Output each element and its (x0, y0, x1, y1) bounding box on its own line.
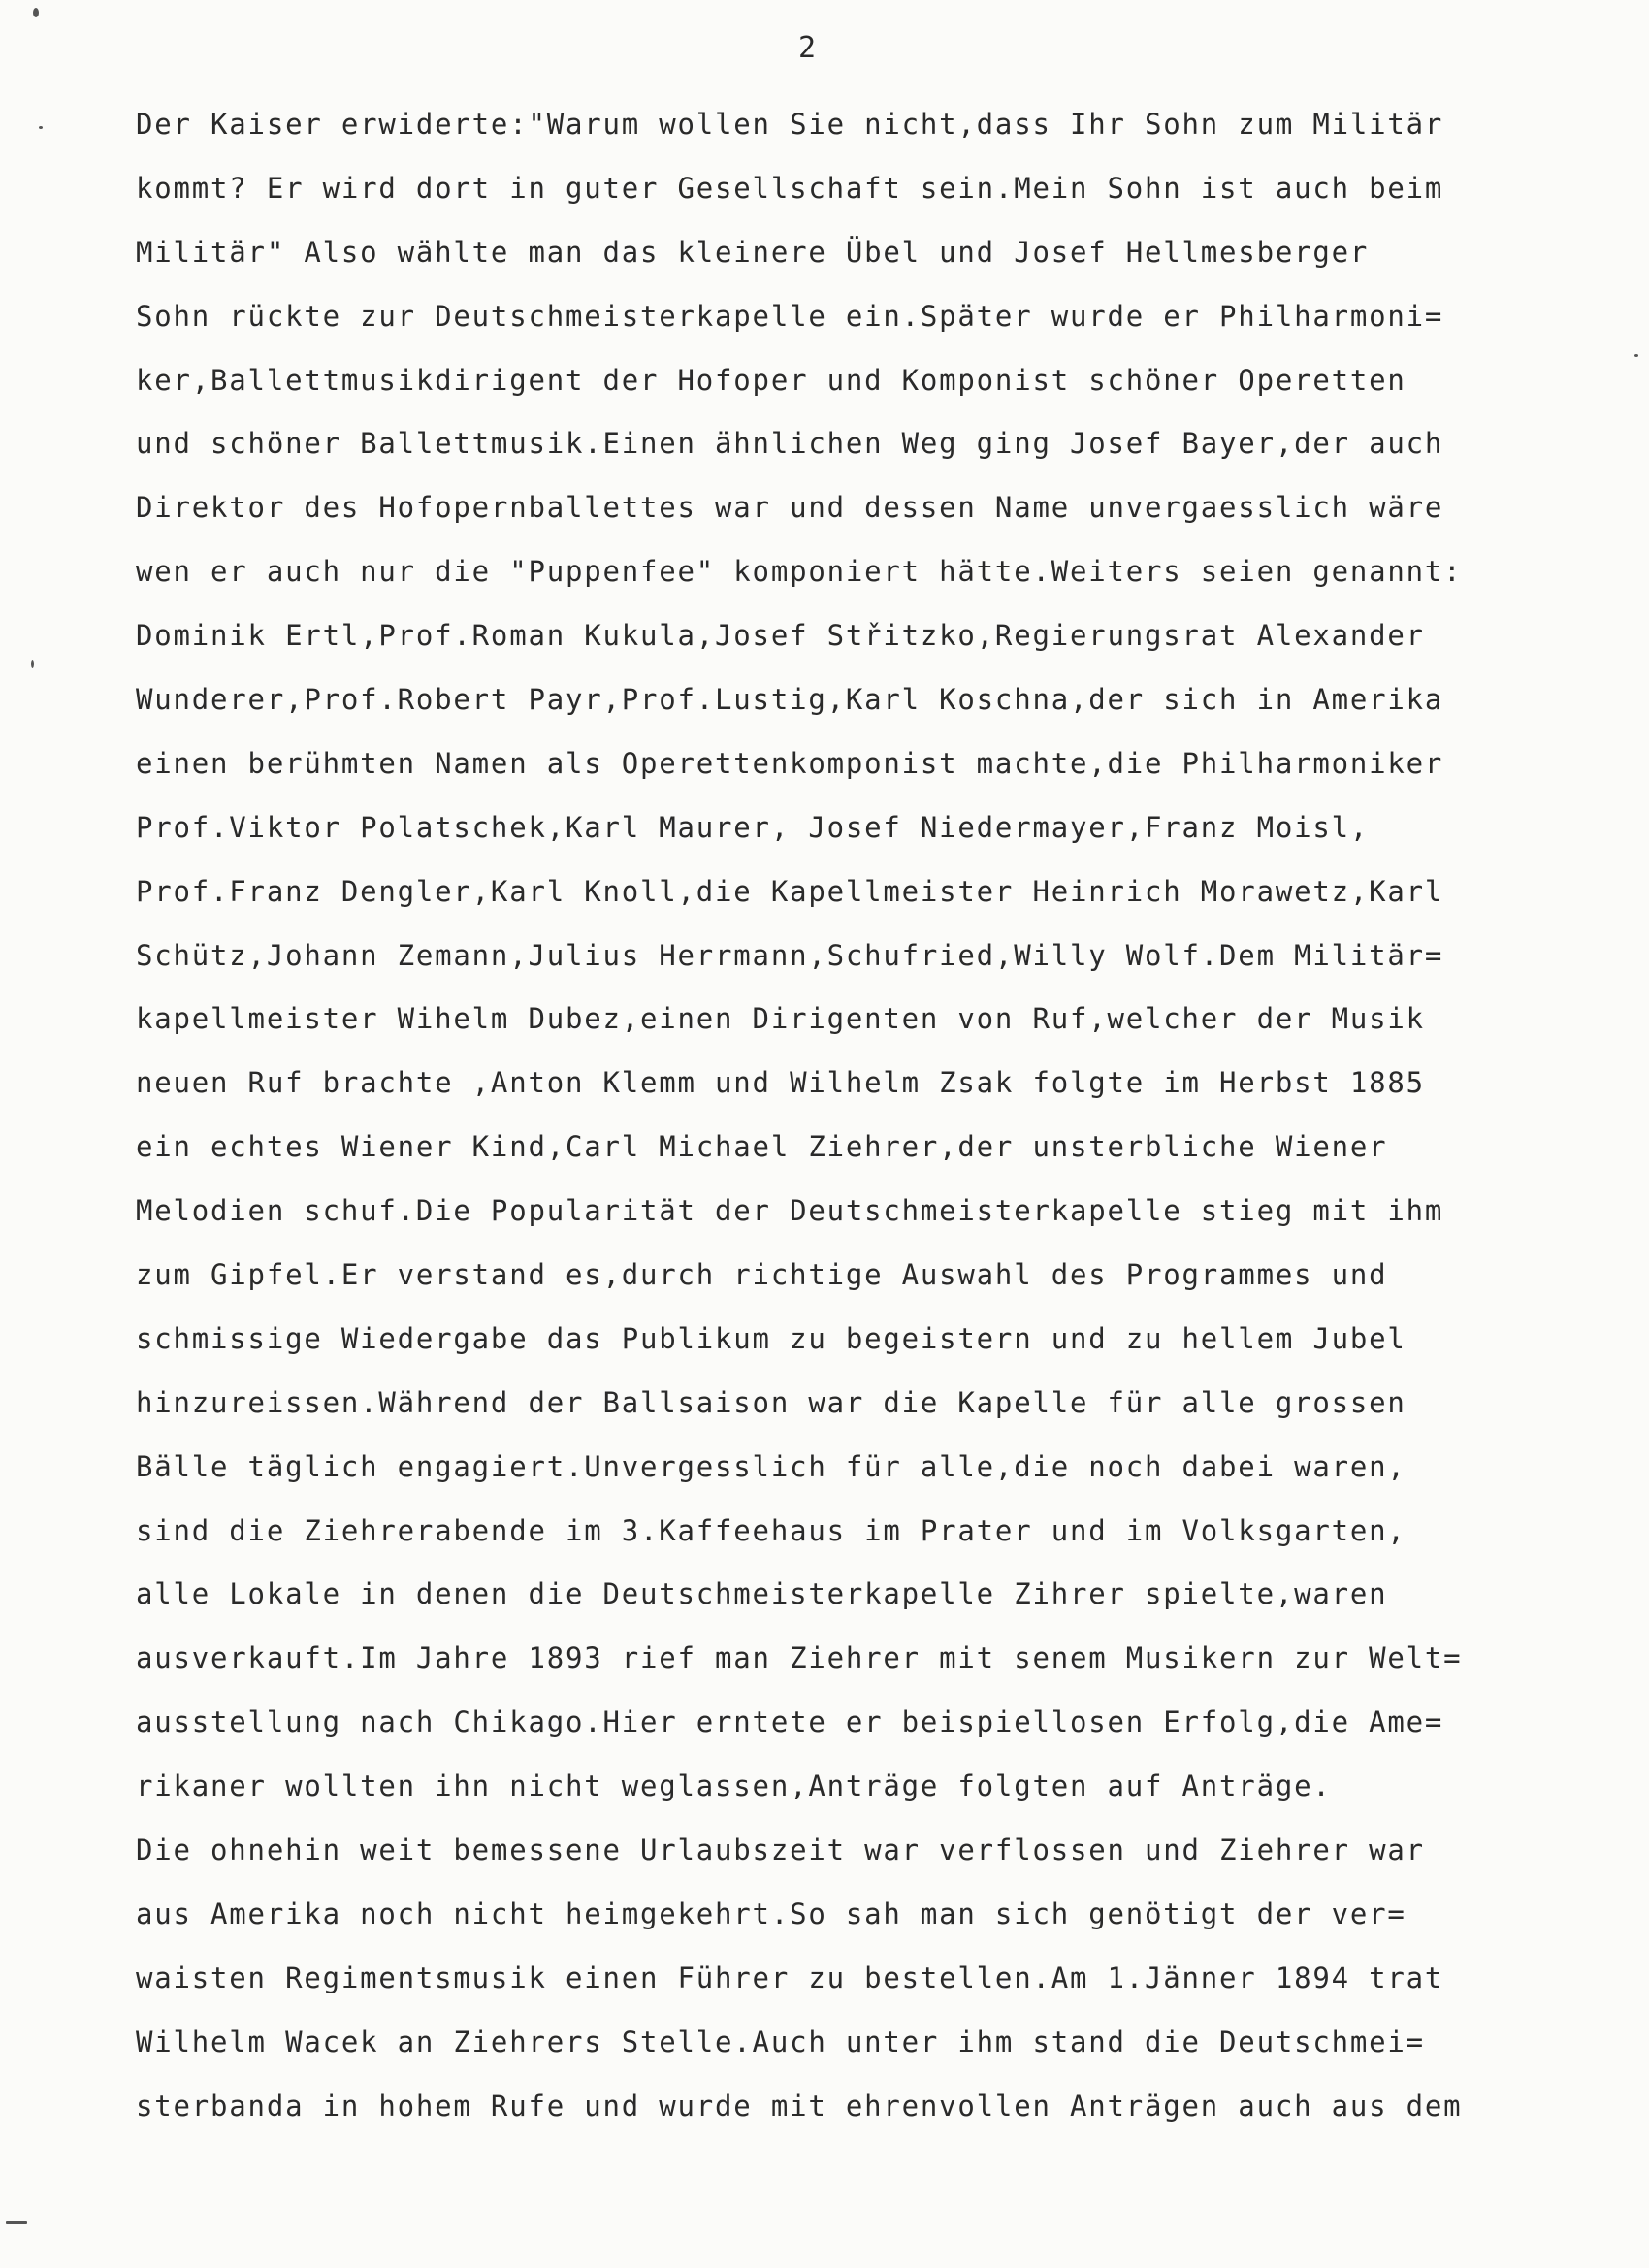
text-line: Militär" Also wählte man das kleinere Übel und Josef Hellmesberger (136, 235, 1370, 269)
text-line: Die ohnehin weit bemessene Urlaubszeit war verflossen und Ziehrer war (136, 1833, 1425, 1867)
text-line: zum Gipfel.Er verstand es,durch richtige Auswahl des Programmes und (136, 1258, 1388, 1292)
text-line: aus Amerika noch nicht heimgekehrt.So sah man sich genötigt der ver= (136, 1896, 1406, 1930)
scan-speck (1634, 354, 1638, 357)
text-line: und schöner Ballettmusik.Einen ähnlichen Weg ging Josef Bayer,der auch (136, 427, 1444, 461)
text-line: neuen Ruf brachte ,Anton Klemm und Wilhelm Zsak folgte im Herbst 1885 (136, 1066, 1425, 1100)
text-line: kommt? Er wird dort in guter Gesellschaft sein.Mein Sohn ist auch beim (136, 171, 1444, 205)
text-line: schmissige Wiedergabe das Publikum zu begeistern und zu hellem Jubel (136, 1321, 1406, 1355)
text-line: rikaner wollten ihn nicht weglassen,Anträge folgten auf Anträge. (136, 1769, 1332, 1803)
text-line: Bälle täglich engagiert.Unvergesslich für alle,die noch dabei waren, (136, 1449, 1406, 1483)
text-line: Prof.Franz Dengler,Karl Knoll,die Kapellmeister Heinrich Morawetz,Karl (136, 874, 1444, 908)
text-line: ausstellung nach Chikago.Hier erntete er beispiellosen Erfolg,die Ame= (136, 1705, 1444, 1739)
scan-speck (6, 2221, 27, 2224)
text-line: wen er auch nur die "Puppenfee" komponiert hätte.Weiters seien genannt: (136, 555, 1463, 589)
text-line: Wunderer,Prof.Robert Payr,Prof.Lustig,Karl Koschna,der sich in Amerika (136, 683, 1444, 717)
text-line: Wilhelm Wacek an Ziehrers Stelle.Auch unter ihm stand die Deutschmei= (136, 2025, 1425, 2058)
text-line: sind die Ziehrerabende im 3.Kaffeehaus im Prater und im Volksgarten, (136, 1513, 1406, 1547)
scan-speck (31, 660, 34, 668)
text-line: hinzureissen.Während der Ballsaison war die Kapelle für alle grossen (136, 1385, 1406, 1419)
scan-speck (39, 126, 43, 129)
text-line: Direktor des Hofopernballettes war und dessen Name unvergaesslich wäre (136, 491, 1444, 525)
text-line: Sohn rückte zur Deutschmeisterkapelle ein.Später wurde er Philharmoni= (136, 299, 1444, 333)
page-number: 2 (797, 31, 817, 65)
text-line: einen berühmten Namen als Operettenkomponist machte,die Philharmoniker (136, 746, 1444, 780)
text-line: Dominik Ertl,Prof.Roman Kukula,Josef Střitzko,Regierungsrat Alexander (136, 619, 1425, 653)
typewritten-body (136, 93, 1591, 2139)
text-line: ausverkauft.Im Jahre 1893 rief man Ziehrer mit senem Musikern zur Welt= (136, 1641, 1463, 1675)
text-line: kapellmeister Wihelm Dubez,einen Dirigenten von Ruf,welcher der Musik (136, 1002, 1425, 1036)
scan-speck (33, 8, 39, 17)
text-line: ker,Ballettmusikdirigent der Hofoper und Komponist schöner Operetten (136, 363, 1406, 397)
text-line: ein echtes Wiener Kind,Carl Michael Ziehrer,der unsterbliche Wiener (136, 1130, 1388, 1164)
text-line: Schütz,Johann Zemann,Julius Herrmann,Schufried,Willy Wolf.Dem Militär= (136, 938, 1444, 972)
text-line: sterbanda in hohem Rufe und wurde mit ehrenvollen Anträgen auch aus dem (136, 2089, 1463, 2122)
text-line: waisten Regimentsmusik einen Führer zu bestellen.Am 1.Jänner 1894 trat (136, 1960, 1444, 1994)
text-line: alle Lokale in denen die Deutschmeisterkapelle Zihrer spielte,waren (136, 1577, 1388, 1611)
text-line: Prof.Viktor Polatschek,Karl Maurer, Josef Niedermayer,Franz Moisl, (136, 810, 1370, 844)
text-line: Der Kaiser erwiderte:"Warum wollen Sie nicht,dass Ihr Sohn zum Militär (136, 108, 1444, 141)
text-line: Melodien schuf.Die Popularität der Deutschmeisterkapelle stieg mit ihm (136, 1194, 1444, 1228)
